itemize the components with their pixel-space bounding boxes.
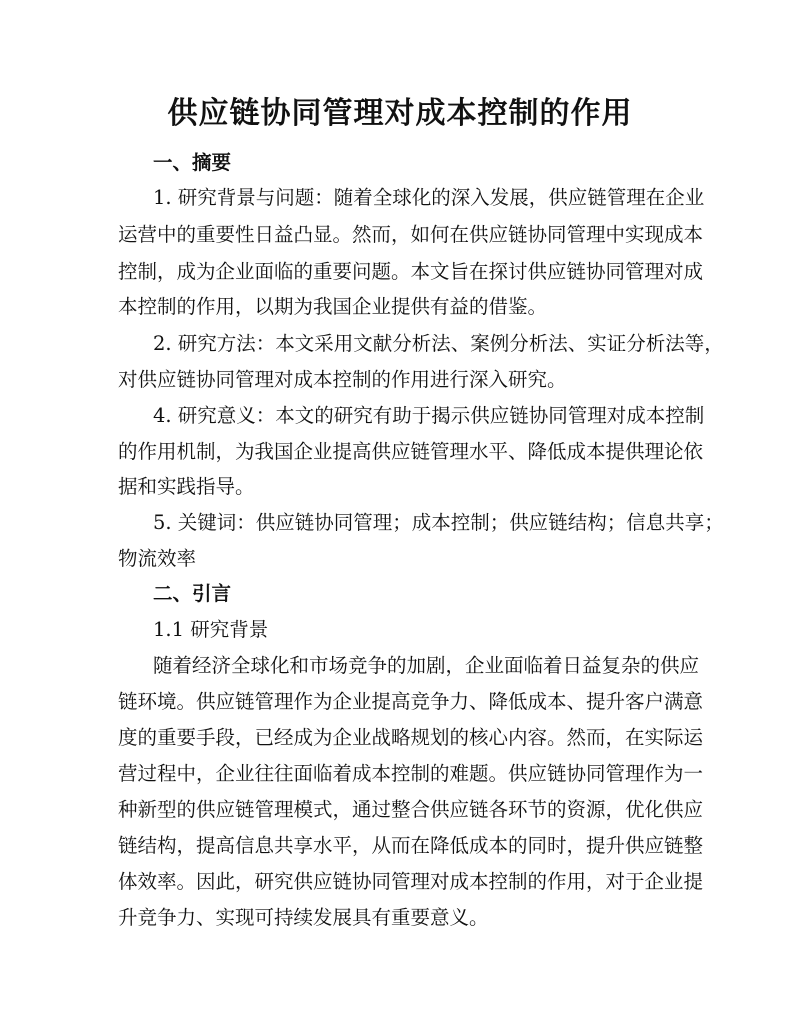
paragraph-line: 1. 研究背景与问题：随着全球化的深入发展，供应链管理在企业 [153,186,705,209]
paragraph-line: 据和实践指导。 [118,475,255,498]
section-heading-abstract: 一、摘要 [153,151,232,174]
paragraph-line: 本控制的作用，以期为我国企业提供有益的借鉴。 [118,295,548,318]
paragraph-line: 升竞争力、实现可持续发展具有重要意义。 [118,906,489,929]
paragraph-line: 4. 研究意义：本文的研究有助于揭示供应链协同管理对成本控制 [153,404,705,427]
paragraph-line: 随着经济全球化和市场竞争的加剧，企业面临着日益复杂的供应 [153,654,700,677]
paragraph-line: 对供应链协同管理对成本控制的作用进行深入研究。 [118,368,567,391]
paragraph-line: 5. 关键词：供应链协同管理；成本控制；供应链结构；信息共享； [153,511,724,534]
subsection-heading: 1.1 研究背景 [153,618,269,641]
paragraph-line: 链结构，提高信息共享水平，从而在降低成本的同时，提升供应链整 [118,834,704,857]
paragraph-line: 2. 研究方法：本文采用文献分析法、案例分析法、实证分析法等， [153,332,724,355]
paragraph-line: 控制，成为企业面临的重要问题。本文旨在探讨供应链协同管理对成 [118,260,704,283]
paragraph-line: 种新型的供应链管理模式，通过整合供应链各环节的资源，优化供应 [118,798,704,821]
document-title: 供应链协同管理对成本控制的作用 [167,96,633,131]
paragraph-line: 运营中的重要性日益凸显。然而，如何在供应链协同管理中实现成本 [118,223,704,246]
paragraph-line: 体效率。因此，研究供应链协同管理对成本控制的作用，对于企业提 [118,870,704,893]
paragraph-line: 度的重要手段，已经成为企业战略规划的核心内容。然而，在实际运 [118,726,704,749]
paragraph-line: 链环境。供应链管理作为企业提高竞争力、降低成本、提升客户满意 [118,690,704,713]
paragraph-line: 物流效率 [118,547,197,570]
paragraph-line: 的作用机制，为我国企业提高供应链管理水平、降低成本提供理论依 [118,440,704,463]
paragraph-line: 营过程中，企业往往面临着成本控制的难题。供应链协同管理作为一 [118,762,704,785]
section-heading-introduction: 二、引言 [153,582,232,605]
